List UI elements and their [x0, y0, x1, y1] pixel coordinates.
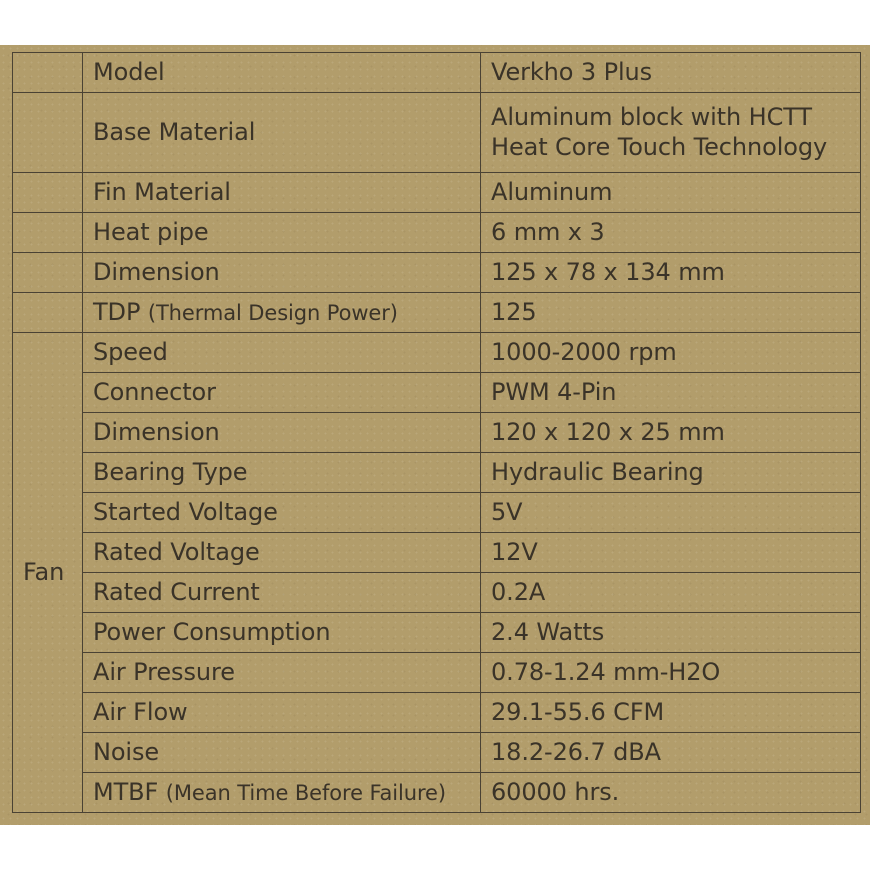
spec-label: Heat pipe: [83, 213, 481, 253]
spec-value: PWM 4-Pin: [481, 373, 861, 413]
table-row: [13, 293, 861, 333]
spec-value: 2.4 Watts: [481, 613, 861, 653]
spec-value: [481, 93, 861, 173]
spec-value: 60000 hrs.: [481, 773, 861, 813]
group-cell-empty: [13, 213, 83, 253]
spec-value: 18.2-26.7 dBA: [481, 733, 861, 773]
spec-label: [83, 773, 481, 813]
spec-value: 1000-2000 rpm: [481, 333, 861, 373]
group-cell-empty: [13, 93, 83, 173]
spec-label: Base Material: [83, 93, 481, 173]
spec-table: [12, 52, 861, 813]
spec-label: Rated Current: [83, 573, 481, 613]
spec-value: 125 x 78 x 134 mm: [481, 253, 861, 293]
spec-value: 12V: [481, 533, 861, 573]
table-row: [13, 773, 861, 813]
table-row: [13, 253, 861, 293]
table-row: [13, 413, 861, 453]
spec-label: Rated Voltage: [83, 533, 481, 573]
spec-value: 0.2A: [481, 573, 861, 613]
spec-value: 29.1-55.6 CFM: [481, 693, 861, 733]
spec-value: 6 mm x 3: [481, 213, 861, 253]
table-row: [13, 533, 861, 573]
table-row: [13, 613, 861, 653]
spec-value-line: Aluminum block with HCTT: [491, 103, 812, 132]
table-row: [13, 733, 861, 773]
spec-sheet: [0, 45, 870, 825]
group-cell-empty: [13, 253, 83, 293]
table-row: [13, 573, 861, 613]
spec-label: Power Consumption: [83, 613, 481, 653]
spec-label: [83, 293, 481, 333]
table-row: [13, 373, 861, 413]
table-row: [13, 93, 861, 173]
spec-value-line: Heat Core Touch Technology: [491, 132, 828, 161]
spec-label: Bearing Type: [83, 453, 481, 493]
spec-label: Dimension: [83, 253, 481, 293]
spec-label-main: MTBF: [93, 777, 159, 806]
spec-value: 0.78-1.24 mm-H2O: [481, 653, 861, 693]
spec-label-note: (Thermal Design Power): [147, 300, 398, 325]
spec-label: Model: [83, 53, 481, 93]
spec-label: Dimension: [83, 413, 481, 453]
spec-label: Started Voltage: [83, 493, 481, 533]
table-row: [13, 213, 861, 253]
spec-label: Air Flow: [83, 693, 481, 733]
spec-label: Connector: [83, 373, 481, 413]
spec-label: Speed: [83, 333, 481, 373]
spec-label: Fin Material: [83, 173, 481, 213]
table-row: [13, 53, 861, 93]
spec-value: 125: [481, 293, 861, 333]
spec-label: Air Pressure: [83, 653, 481, 693]
group-cell-empty: [13, 173, 83, 213]
table-row: [13, 173, 861, 213]
group-cell-empty: [13, 53, 83, 93]
table-row: [13, 453, 861, 493]
table-row: [13, 653, 861, 693]
spec-value: Hydraulic Bearing: [481, 453, 861, 493]
spec-value: Verkho 3 Plus: [481, 53, 861, 93]
group-cell-empty: [13, 293, 83, 333]
spec-value: Aluminum: [481, 173, 861, 213]
spec-value: 5V: [481, 493, 861, 533]
table-row: [13, 333, 861, 373]
spec-label-note: (Mean Time Before Failure): [165, 780, 446, 805]
spec-label-main: TDP: [93, 297, 141, 326]
spec-label: Noise: [83, 733, 481, 773]
fan-group-label: Fan: [13, 333, 83, 813]
table-row: [13, 693, 861, 733]
table-row: [13, 493, 861, 533]
spec-value: 120 x 120 x 25 mm: [481, 413, 861, 453]
